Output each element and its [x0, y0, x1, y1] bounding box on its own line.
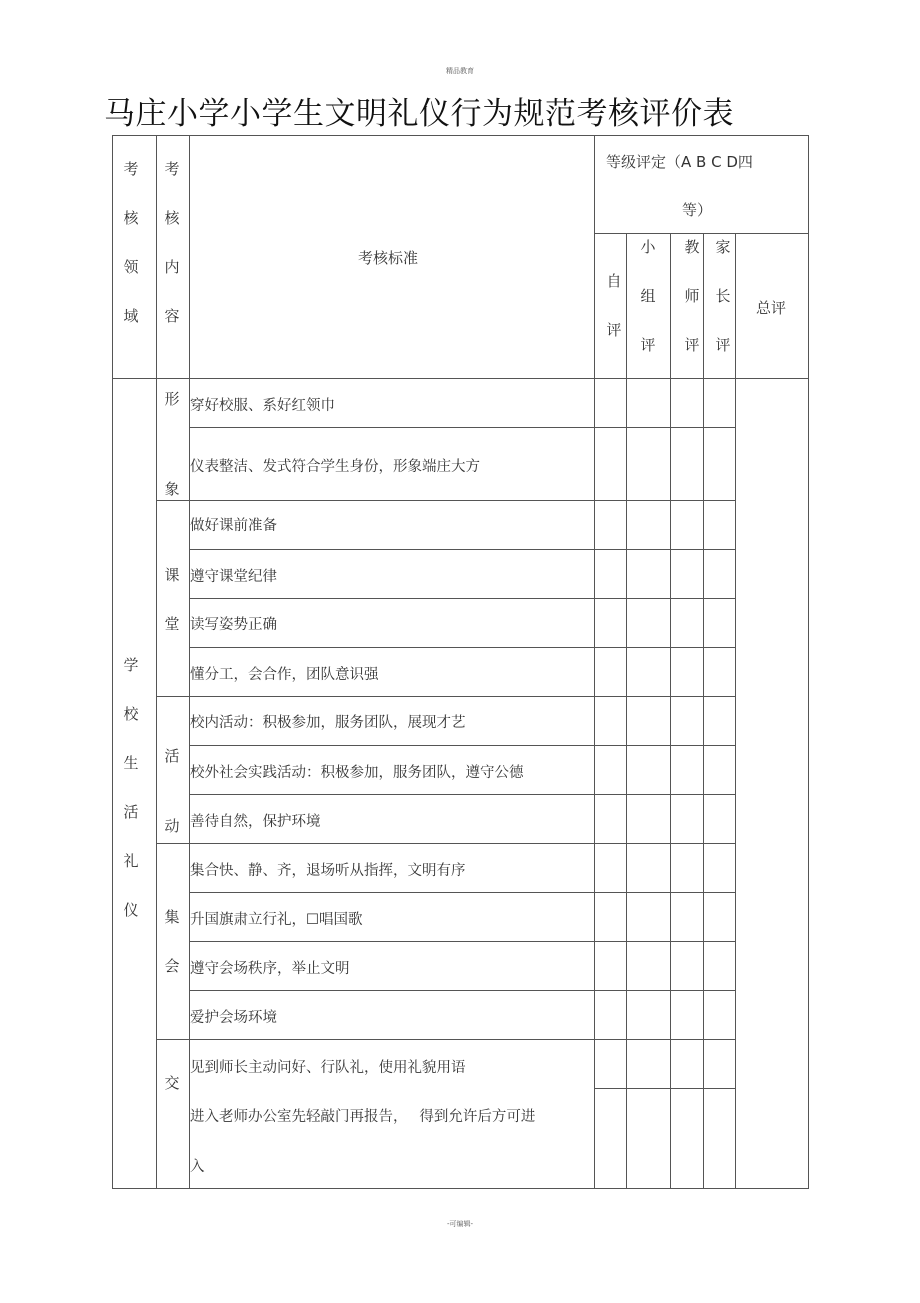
header-area: [121, 145, 141, 341]
header-grade-line1: 等级评定（A B C D四: [606, 153, 753, 171]
grid-line: [670, 233, 671, 1189]
page-footer-note: -可编辑-: [446, 1220, 474, 1228]
grid-line: [189, 892, 735, 893]
grid-line: [156, 500, 735, 501]
criteria-row: 进入老师办公室先轻敲门再报告， 得到允许后方可进: [190, 1109, 536, 1125]
group-label-huodong: [156, 721, 188, 861]
vertical-char: 礼: [123, 852, 139, 870]
grid-line: [156, 843, 735, 844]
grid-line: [189, 427, 735, 428]
table-border-top: [112, 135, 809, 136]
vertical-char: 形: [164, 390, 180, 408]
vertical-char: 仪: [123, 901, 139, 919]
grid-line: [594, 1088, 735, 1089]
vertical-char: 活: [123, 803, 139, 821]
vertical-char: 家: [715, 238, 731, 256]
header-group: [638, 223, 658, 370]
vertical-char: 课: [164, 566, 180, 584]
vertical-char: 校: [123, 705, 139, 723]
criteria-row: 遵守课堂纪律: [190, 569, 277, 585]
vertical-char: 内: [164, 258, 180, 276]
grid-line: [156, 1039, 735, 1040]
grid-line: [112, 378, 809, 379]
vertical-char: 生: [123, 754, 139, 772]
header-parent: [713, 223, 733, 370]
area-label: [121, 641, 141, 935]
vertical-char: 学: [123, 656, 139, 674]
criteria-row: 遵守会场秩序，举止文明: [190, 961, 350, 977]
vertical-char: 评: [606, 321, 622, 339]
vertical-char: 核: [123, 209, 139, 227]
evaluation-table: [112, 135, 809, 1189]
page-title: 马庄小学小学生文明礼仪行为规范考核评价表: [104, 96, 734, 132]
vertical-char: 评: [640, 336, 656, 354]
criteria-row: 善待自然，保护环境: [190, 814, 321, 830]
grid-line: [189, 745, 735, 746]
criteria-row: 仪表整洁、发式符合学生身份，形象端庄大方: [190, 459, 480, 475]
vertical-char: 容: [164, 307, 180, 325]
grid-line: [703, 233, 704, 1189]
table-border-right: [808, 135, 809, 1189]
vertical-char: 象: [164, 480, 180, 498]
header-grade-line2: 等）: [682, 201, 713, 219]
criteria-row: 读写姿势正确: [190, 617, 277, 633]
header-content: [156, 145, 188, 341]
grid-line: [189, 135, 190, 1189]
header-teacher: [682, 223, 702, 370]
criteria-row: 做好课前准备: [190, 518, 277, 534]
table-border-bottom: [112, 1188, 809, 1189]
group-label-xingxiang: [156, 469, 188, 509]
grid-line: [189, 794, 735, 795]
vertical-char: 领: [123, 258, 139, 276]
vertical-char: 师: [684, 287, 700, 305]
criteria-row: 入: [190, 1159, 205, 1175]
group-label-jiao: 交: [164, 1074, 180, 1092]
page-header-note: 精品教育: [446, 67, 474, 75]
grid-line: [594, 135, 595, 1189]
criteria-row: 集合快、静、齐，退场听从指挥，文明有序: [190, 863, 466, 879]
vertical-char: 评: [715, 336, 731, 354]
vertical-char: 会: [164, 957, 180, 975]
header-total: 总评: [756, 299, 787, 317]
vertical-char: 教: [684, 238, 700, 256]
criteria-row: 校内活动：积极参加，服务团队，展现才艺: [190, 715, 466, 731]
vertical-char: 集: [164, 908, 180, 926]
grid-line: [735, 233, 736, 1189]
vertical-char: 自: [606, 272, 622, 290]
criteria-row: 懂分工，会合作，团队意识强: [190, 667, 379, 683]
vertical-char: 长: [715, 287, 731, 305]
grid-line: [189, 647, 735, 648]
vertical-char: 考: [164, 160, 180, 178]
criteria-row: 校外社会实践活动：积极参加，服务团队，遵守公德: [190, 765, 524, 781]
table-border-left: [112, 135, 113, 1189]
vertical-char: 评: [684, 336, 700, 354]
group-label-ketang: [156, 551, 188, 649]
criteria-row: 见到师长主动问好、行队礼，使用礼貌用语: [190, 1060, 466, 1076]
vertical-char: 考: [123, 160, 139, 178]
group-label-jihui: [156, 893, 188, 991]
vertical-char: 动: [164, 817, 180, 835]
grid-line: [189, 990, 735, 991]
criteria-row: 升国旗肃立行礼，☐唱国歌: [190, 912, 363, 928]
vertical-char: 活: [164, 747, 180, 765]
header-standard: 考核标准: [358, 249, 419, 267]
group-label-xingxiang: [156, 379, 188, 419]
vertical-char: 核: [164, 209, 180, 227]
criteria-row: 穿好校服、系好红领巾: [190, 398, 335, 414]
grid-line: [189, 941, 735, 942]
grid-line: [156, 696, 735, 697]
vertical-char: 堂: [164, 615, 180, 633]
header-self: [604, 257, 624, 355]
vertical-char: 小: [640, 238, 656, 256]
criteria-row: 爱护会场环境: [190, 1010, 277, 1026]
vertical-char: 组: [640, 287, 656, 305]
grid-line: [189, 598, 735, 599]
grid-line: [189, 549, 735, 550]
vertical-char: 域: [123, 307, 139, 325]
grid-line: [626, 233, 627, 1189]
